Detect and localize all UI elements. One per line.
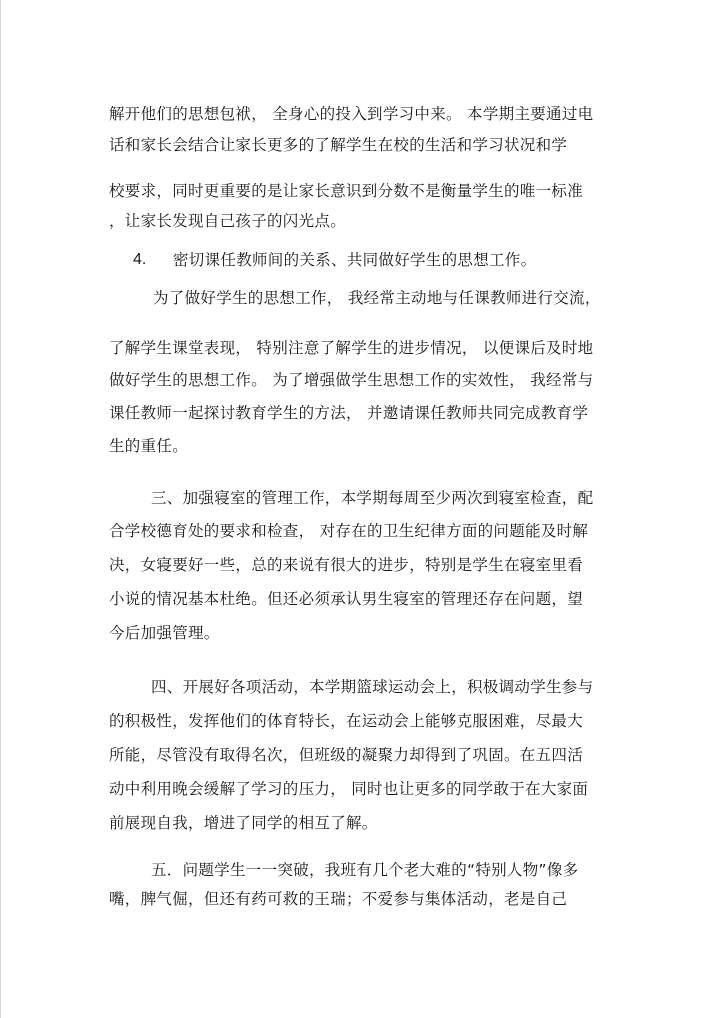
text-line: 话和家长会结合让家长更多的了解学生在校的生活和学习状况和学 <box>109 136 568 154</box>
text-line: 嘴，脾气倔，但还有药可救的王瑞；不爱参与集体活动，老是自己 <box>109 890 568 908</box>
text-line: 今后加强管理。 <box>109 624 220 642</box>
text-line: ，让家长发现自己孩子的闪光点。 <box>109 212 347 230</box>
text-line: 五．问题学生一一突破，我班有几个老大难的“特别人物”像多 <box>151 861 579 879</box>
text-line: 前展现自我，增进了同学的相互了解。 <box>109 814 378 832</box>
list-item-number: 4. <box>133 251 147 268</box>
text-line: 校要求，同时更重要的是让家长意识到分数不是衡量学生的唯一标准 <box>109 182 584 200</box>
text-line: 课任教师一起探讨教育学生的方法， 并邀请课任教师共同完成教育学 <box>109 404 589 422</box>
text-line: 做好学生的思想工作。 为了增强做学生思想工作的实效性， 我经常与 <box>109 371 594 389</box>
text-line: 决，女寝要好一些，总的来说有很大的进步，特别是学生在寝室里看 <box>109 556 584 574</box>
text-line: 动中利用晚会缓解了学习的压力， 同时也让更多的同学敢于在大家面 <box>109 780 589 798</box>
text-line: 四、开展好各项活动，本学期篮球运动会上，积极调动学生参与 <box>151 678 594 696</box>
text-line: 三、加强寝室的管理工作，本学期每周至少两次到寝室检查，配 <box>151 489 594 507</box>
text-line: 了解学生课堂表现， 特别注意了解学生的进步情况， 以便课后及时地 <box>109 339 594 357</box>
text-line: 生的重任。 <box>109 437 189 455</box>
text-line: 的积极性，发挥他们的体育特长，在运动会上能够克服困难，尽最大 <box>109 712 584 730</box>
text-line: 为了做好学生的思想工作， 我经常主动地与任课教师进行交流， <box>153 289 601 307</box>
section-heading: 密切课任教师间的关系、共同做好学生的思想工作。 <box>173 251 537 269</box>
text-line: 解开他们的思想包袱， 全身心的投入到学习中来。 本学期主要通过电 <box>109 105 594 123</box>
text-line: 合学校德育处的要求和检查， 对存在的卫生纪律方面的问题能及时解 <box>109 522 589 540</box>
text-line: 小说的情况基本杜绝。但还必须承认男生寝室的管理还存在问题，望 <box>109 590 584 608</box>
text-line: 所能，尽管没有取得名次，但班级的凝聚力却得到了巩固。在五四活 <box>109 746 584 764</box>
